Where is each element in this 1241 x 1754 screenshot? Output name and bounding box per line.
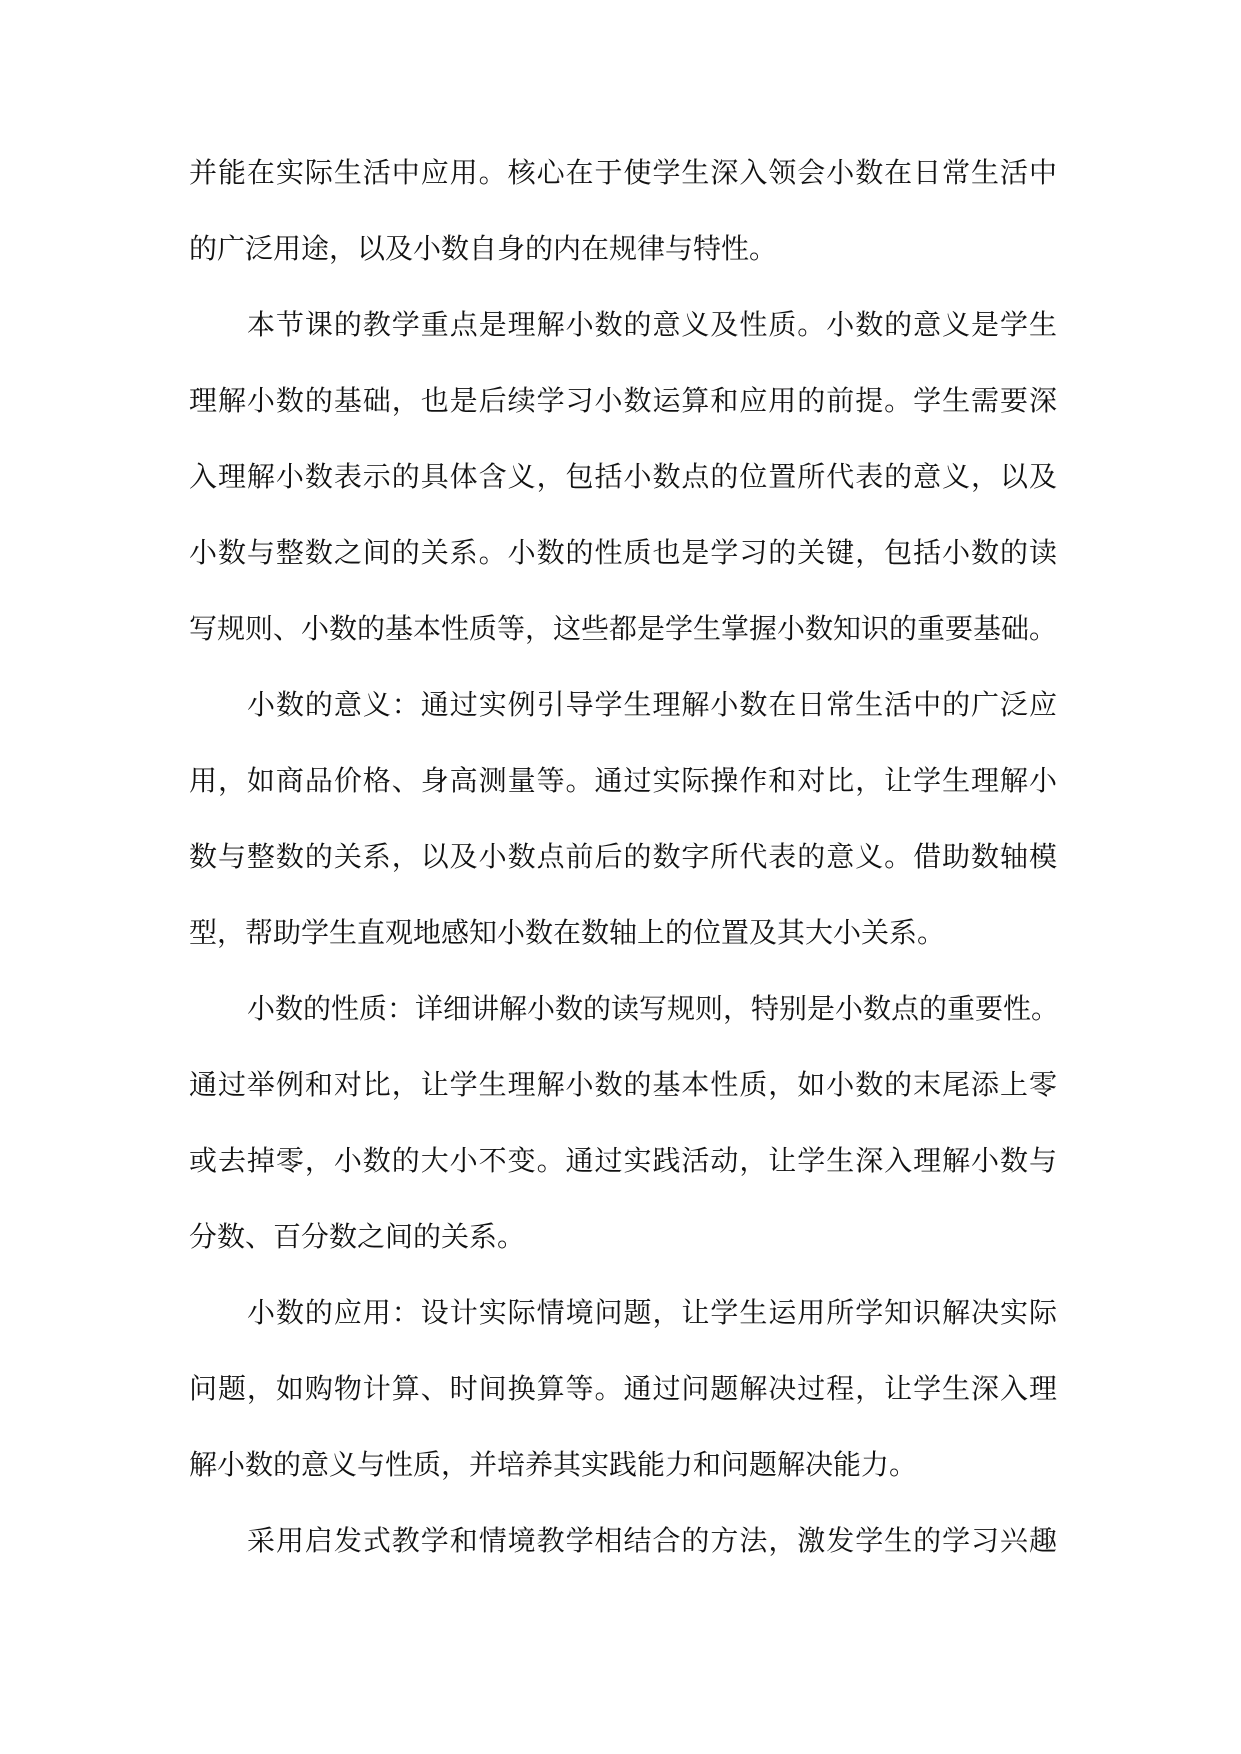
text-line: 或去掉零，小数的大小不变。通过实践活动，让学生深入理解小数与 [189, 1144, 1057, 1177]
text-line: 小数的应用：设计实际情境问题，让学生运用所学知识解决实际 [247, 1296, 1057, 1329]
text-line: 本节课的教学重点是理解小数的意义及性质。小数的意义是学生 [247, 308, 1057, 341]
text-line: 的广泛用途，以及小数自身的内在规律与特性。 [189, 232, 778, 265]
text-line: 小数的性质：详细讲解小数的读写规则，特别是小数点的重要性。 [247, 992, 1060, 1025]
text-line: 入理解小数表示的具体含义，包括小数点的位置所代表的意义，以及 [189, 460, 1057, 493]
text-line: 写规则、小数的基本性质等，这些都是学生掌握小数知识的重要基础。 [189, 612, 1058, 645]
text-line: 小数与整数之间的关系。小数的性质也是学习的关键，包括小数的读 [189, 536, 1057, 569]
text-line: 型，帮助学生直观地感知小数在数轴上的位置及其大小关系。 [189, 916, 946, 949]
text-line: 通过举例和对比，让学生理解小数的基本性质，如小数的末尾添上零 [189, 1068, 1057, 1101]
text-line: 数与整数的关系，以及小数点前后的数字所代表的意义。借助数轴模 [189, 840, 1057, 873]
text-line: 并能在实际生活中应用。核心在于使学生深入领会小数在日常生活中 [189, 156, 1057, 189]
text-line: 解小数的意义与性质，并培养其实践能力和问题解决能力。 [189, 1448, 918, 1481]
text-line: 采用启发式教学和情境教学相结合的方法，激发学生的学习兴趣 [247, 1524, 1057, 1557]
text-line: 小数的意义：通过实例引导学生理解小数在日常生活中的广泛应 [247, 688, 1057, 721]
text-line: 用，如商品价格、身高测量等。通过实际操作和对比，让学生理解小 [189, 764, 1057, 797]
text-line: 分数、百分数之间的关系。 [189, 1220, 526, 1253]
document-body [189, 135, 1060, 1579]
text-line: 理解小数的基础，也是后续学习小数运算和应用的前提。学生需要深 [189, 384, 1057, 417]
text-line: 问题，如购物计算、时间换算等。通过问题解决过程，让学生深入理 [189, 1372, 1057, 1405]
